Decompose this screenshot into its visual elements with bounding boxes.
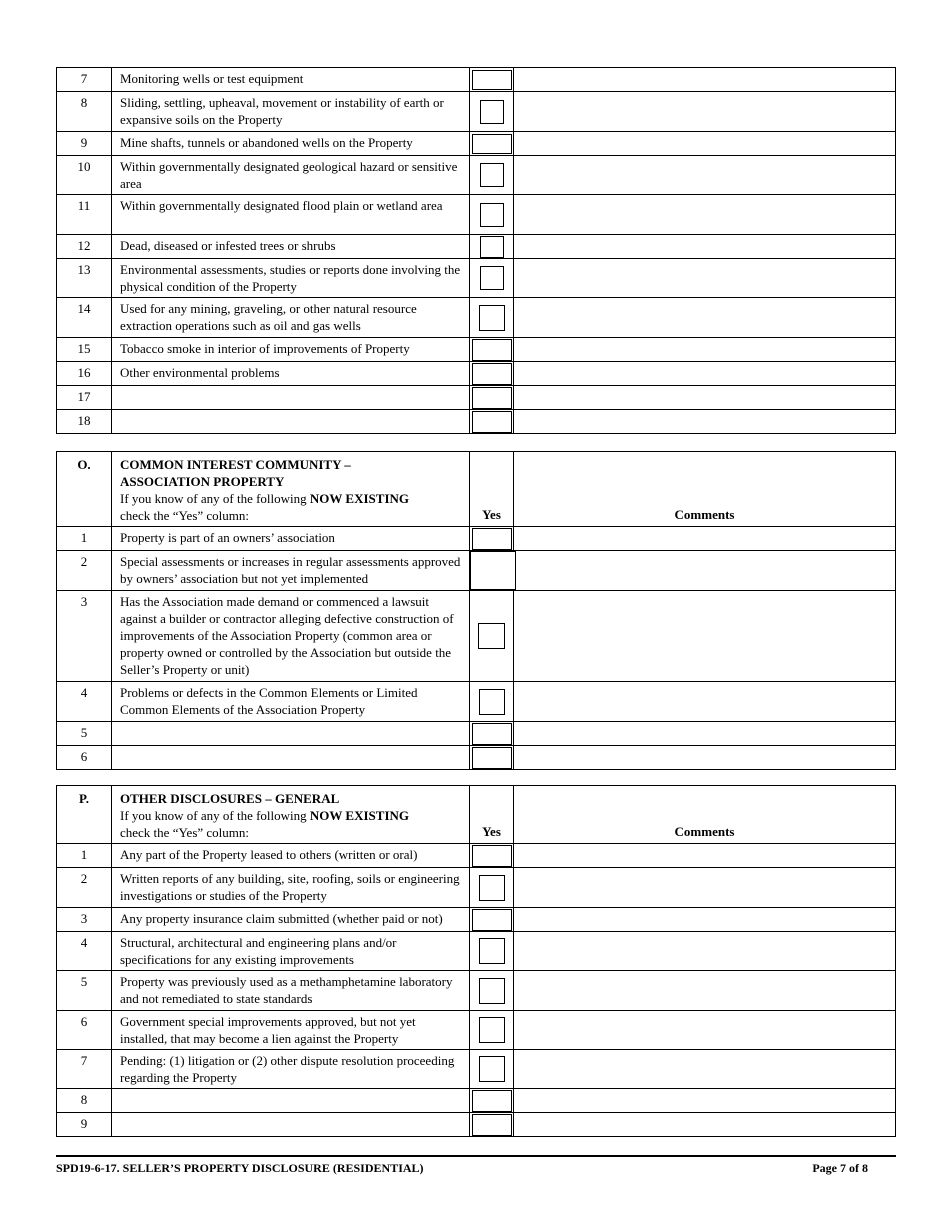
table-row: [57, 68, 896, 92]
row-number: 2: [57, 551, 112, 591]
yes-cell: [470, 92, 514, 132]
row-number: 6: [57, 746, 112, 770]
table-row: [57, 722, 896, 746]
table-row: [57, 971, 896, 1011]
row-description: Property was previously used as a methamphetamine laboratory and not remediated to state standards: [112, 971, 470, 1011]
table-row: [57, 1113, 896, 1137]
row-number: 1: [57, 844, 112, 868]
comments-cell[interactable]: [514, 722, 896, 746]
comments-cell[interactable]: [514, 971, 896, 1011]
yes-cell: [470, 235, 514, 259]
yes-checkbox[interactable]: [479, 689, 505, 715]
instructions-prefix: If you know of any of the following: [120, 808, 310, 823]
row-number: 3: [57, 908, 112, 932]
section-letter: O.: [57, 452, 112, 527]
row-number: 17: [57, 386, 112, 410]
row-description: Any part of the Property leased to others (written or oral): [112, 844, 470, 868]
comments-cell[interactable]: [514, 338, 896, 362]
table-row: [57, 746, 896, 770]
instructions-emphasis: NOW EXISTING: [309, 491, 410, 506]
comments-column-header: Comments: [514, 786, 896, 844]
yes-checkbox[interactable]: [472, 339, 512, 361]
yes-column-header: Yes: [470, 786, 514, 844]
comments-cell[interactable]: [514, 1011, 896, 1050]
yes-checkbox[interactable]: [479, 938, 505, 964]
page-footer: [56, 1155, 896, 1175]
yes-cell: [470, 259, 514, 298]
table-row: [57, 386, 896, 410]
comments-cell[interactable]: [514, 551, 896, 591]
yes-checkbox[interactable]: [472, 1090, 512, 1112]
row-number: 4: [57, 682, 112, 722]
table-row: [57, 338, 896, 362]
comments-cell[interactable]: [514, 1050, 896, 1089]
row-number: 8: [57, 92, 112, 132]
comments-cell[interactable]: [514, 908, 896, 932]
table-row: [57, 235, 896, 259]
yes-cell: [470, 746, 514, 770]
row-number: 16: [57, 362, 112, 386]
row-description[interactable]: [112, 746, 470, 770]
comments-cell[interactable]: [514, 259, 896, 298]
comments-cell[interactable]: [514, 386, 896, 410]
row-description: Pending: (1) litigation or (2) other dispute resolution proceeding regarding the Property: [112, 1050, 470, 1089]
row-description: Government special improvements approved, but not yet installed, that may become a lien against the Property: [112, 1011, 470, 1050]
yes-cell: [470, 932, 514, 971]
comments-cell[interactable]: [514, 682, 896, 722]
yes-cell: [470, 908, 514, 932]
comments-cell[interactable]: [514, 410, 896, 434]
yes-cell: [470, 386, 514, 410]
row-description[interactable]: [112, 410, 470, 434]
comments-cell[interactable]: [514, 527, 896, 551]
row-number: 15: [57, 338, 112, 362]
row-number: 10: [57, 156, 112, 195]
table-row: [57, 932, 896, 971]
instructions-emphasis: NOW EXISTING: [309, 808, 410, 823]
table-row: [57, 259, 896, 298]
row-number: 2: [57, 868, 112, 908]
yes-cell: [470, 68, 514, 92]
yes-checkbox[interactable]: [472, 387, 512, 409]
table-row: [57, 92, 896, 132]
yes-checkbox[interactable]: [472, 909, 512, 931]
table-row: [57, 195, 896, 235]
yes-cell: [470, 591, 514, 682]
section-header-row: [57, 452, 896, 527]
instructions-prefix: If you know of any of the following: [120, 491, 310, 506]
table-row: [57, 682, 896, 722]
section-instructions-suffix: check the “Yes” column:: [120, 825, 250, 840]
comments-cell[interactable]: [514, 362, 896, 386]
yes-cell: [470, 844, 514, 868]
yes-cell: [470, 1011, 514, 1050]
comments-cell[interactable]: [514, 1113, 896, 1137]
section-title-line2: ASSOCIATION PROPERTY: [120, 474, 285, 489]
comments-cell[interactable]: [514, 156, 896, 195]
comments-cell[interactable]: [514, 1089, 896, 1113]
table-row: [57, 908, 896, 932]
yes-checkbox[interactable]: [479, 1017, 505, 1043]
yes-cell: [470, 298, 514, 338]
row-description: Tobacco smoke in interior of improvements of Property: [112, 338, 470, 362]
yes-cell: [470, 132, 514, 156]
section-header-row: [57, 786, 896, 844]
table-row: [57, 844, 896, 868]
section-instructions: [120, 807, 461, 824]
yes-cell: [470, 551, 514, 591]
row-description: Dead, diseased or infested trees or shrubs: [112, 235, 470, 259]
yes-checkbox[interactable]: [472, 723, 512, 745]
comments-cell[interactable]: [514, 591, 896, 682]
comments-cell[interactable]: [514, 746, 896, 770]
table-row: [57, 156, 896, 195]
environmental-table: [56, 67, 896, 434]
row-number: 3: [57, 591, 112, 682]
section-title-line1: OTHER DISCLOSURES – GENERAL: [120, 791, 340, 806]
table-row: [57, 1011, 896, 1050]
row-number: 11: [57, 195, 112, 235]
other-disclosures-table: [56, 785, 896, 1137]
yes-cell: [470, 1113, 514, 1137]
row-description: Used for any mining, graveling, or other natural resource extraction operations such as oil and gas wells: [112, 298, 470, 338]
page-number: Page 7 of 8: [812, 1161, 868, 1175]
section-title: [112, 786, 470, 844]
row-description: Within governmentally designated geological hazard or sensitive area: [112, 156, 470, 195]
row-number: 14: [57, 298, 112, 338]
section-instructions: [120, 490, 461, 507]
row-description: Sliding, settling, upheaval, movement or instability of earth or expansive soils on the Property: [112, 92, 470, 132]
row-number: 13: [57, 259, 112, 298]
yes-checkbox[interactable]: [479, 978, 505, 1004]
comments-cell[interactable]: [514, 932, 896, 971]
row-number: 1: [57, 527, 112, 551]
row-description: Structural, architectural and engineering plans and/or specifications for any existing improvements: [112, 932, 470, 971]
yes-checkbox[interactable]: [480, 163, 504, 187]
yes-cell: [470, 682, 514, 722]
yes-cell: [470, 195, 514, 235]
yes-checkbox[interactable]: [472, 363, 512, 385]
yes-checkbox[interactable]: [480, 203, 504, 227]
yes-checkbox[interactable]: [472, 845, 512, 867]
yes-cell: [470, 156, 514, 195]
section-title: [112, 452, 470, 527]
row-description: Other environmental problems: [112, 362, 470, 386]
yes-checkbox[interactable]: [480, 100, 504, 124]
yes-cell: [470, 971, 514, 1011]
row-number: 9: [57, 132, 112, 156]
association-table: [56, 451, 896, 770]
yes-cell: [470, 868, 514, 908]
table-row: [57, 591, 896, 682]
yes-checkbox[interactable]: [478, 623, 505, 649]
row-description: Written reports of any building, site, roofing, soils or engineering investigations or studies of the Property: [112, 868, 470, 908]
row-description: Special assessments or increases in regular assessments approved by owners’ association but not yet implemented: [112, 551, 470, 591]
yes-checkbox[interactable]: [470, 551, 516, 590]
yes-checkbox[interactable]: [472, 70, 512, 90]
yes-checkbox[interactable]: [472, 411, 512, 433]
row-description: Within governmentally designated flood plain or wetland area: [112, 195, 470, 235]
row-number: 5: [57, 971, 112, 1011]
row-number: 8: [57, 1089, 112, 1113]
row-number: 7: [57, 68, 112, 92]
yes-cell: [470, 722, 514, 746]
row-number: 4: [57, 932, 112, 971]
yes-checkbox[interactable]: [480, 266, 504, 290]
row-number: 7: [57, 1050, 112, 1089]
table-row: [57, 868, 896, 908]
section-title-line1: COMMON INTEREST COMMUNITY –: [120, 457, 351, 472]
table-row: [57, 298, 896, 338]
yes-cell: [470, 1050, 514, 1089]
comments-cell[interactable]: [514, 68, 896, 92]
yes-checkbox[interactable]: [480, 236, 504, 258]
yes-cell: [470, 338, 514, 362]
row-description: Environmental assessments, studies or reports done involving the physical condition of the Property: [112, 259, 470, 298]
row-number: 18: [57, 410, 112, 434]
row-number: 5: [57, 722, 112, 746]
row-description: Monitoring wells or test equipment: [112, 68, 470, 92]
row-description[interactable]: [112, 1113, 470, 1137]
row-description: Mine shafts, tunnels or abandoned wells on the Property: [112, 132, 470, 156]
yes-cell: [470, 1089, 514, 1113]
row-description: Problems or defects in the Common Elements or Limited Common Elements of the Association Property: [112, 682, 470, 722]
table-row: [57, 551, 896, 591]
row-description[interactable]: [112, 722, 470, 746]
yes-checkbox[interactable]: [472, 134, 512, 154]
table-row: [57, 410, 896, 434]
row-description[interactable]: [112, 386, 470, 410]
form-identifier: SPD19-6-17. SELLER’S PROPERTY DISCLOSURE (RESIDENTIAL): [56, 1161, 424, 1175]
row-description: Any property insurance claim submitted (whether paid or not): [112, 908, 470, 932]
comments-column-header: Comments: [514, 452, 896, 527]
row-description: Has the Association made demand or commenced a lawsuit against a builder or contractor alleging defective construction of improvements of the Association Property (common area or property owned or controlled by the Association but outside the Seller’s Property or unit): [112, 591, 470, 682]
section-letter: P.: [57, 786, 112, 844]
table-row: [57, 1050, 896, 1089]
row-description: Property is part of an owners’ association: [112, 527, 470, 551]
table-row: [57, 132, 896, 156]
yes-checkbox[interactable]: [479, 875, 505, 901]
row-number: 9: [57, 1113, 112, 1137]
row-number: 6: [57, 1011, 112, 1050]
comments-cell[interactable]: [514, 92, 896, 132]
yes-cell: [470, 362, 514, 386]
comments-cell[interactable]: [514, 298, 896, 338]
yes-column-header: Yes: [470, 452, 514, 527]
yes-checkbox[interactable]: [479, 305, 505, 331]
table-row: [57, 1089, 896, 1113]
comments-cell[interactable]: [514, 844, 896, 868]
row-description[interactable]: [112, 1089, 470, 1113]
table-row: [57, 362, 896, 386]
table-row: [57, 527, 896, 551]
comments-cell[interactable]: [514, 235, 896, 259]
row-number: 12: [57, 235, 112, 259]
section-instructions-suffix: check the “Yes” column:: [120, 508, 250, 523]
yes-cell: [470, 410, 514, 434]
comments-cell[interactable]: [514, 195, 896, 235]
yes-checkbox[interactable]: [472, 528, 512, 550]
yes-checkbox[interactable]: [479, 1056, 505, 1082]
comments-cell[interactable]: [514, 132, 896, 156]
yes-cell: [470, 527, 514, 551]
yes-checkbox[interactable]: [472, 1114, 512, 1136]
yes-checkbox[interactable]: [472, 747, 512, 769]
comments-cell[interactable]: [514, 868, 896, 908]
